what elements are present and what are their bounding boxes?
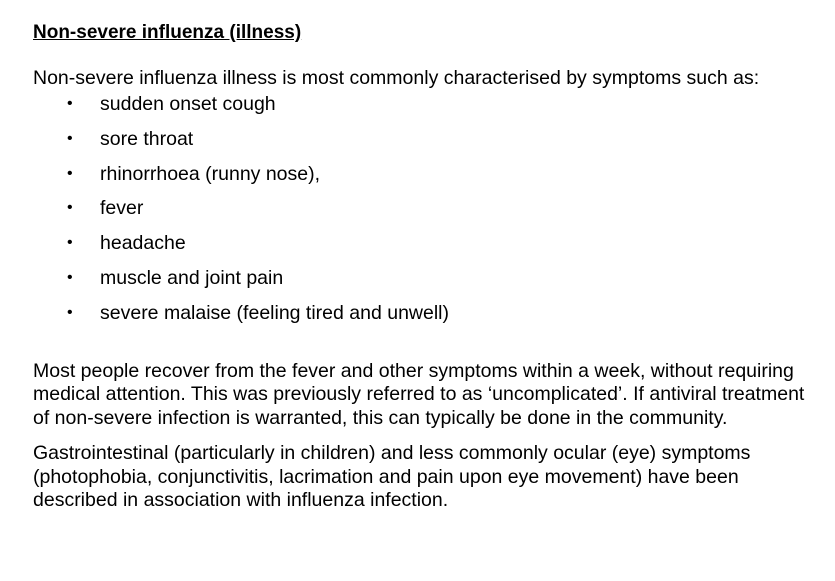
intro-paragraph: Non-severe influenza illness is most commonly characterised by symptoms such as: xyxy=(33,67,760,89)
list-item-text: headache xyxy=(100,232,186,255)
list-item-text: sudden onset cough xyxy=(100,93,276,115)
list-item-text: severe malaise (feeling tired and unwell) xyxy=(100,301,450,324)
list-item-text: sore throat xyxy=(100,127,194,150)
list-item-text: muscle and joint pain xyxy=(100,266,284,289)
list-item-text: rhinorrhoea (runny nose), xyxy=(100,162,321,185)
list-item-text: fever xyxy=(100,197,144,220)
section-heading: Non-severe influenza (illness) xyxy=(33,22,302,43)
bullet-icon: • xyxy=(67,199,73,217)
list-item xyxy=(33,266,815,290)
bullet-icon: • xyxy=(67,95,73,112)
list-item xyxy=(33,301,815,325)
bullet-icon: • xyxy=(67,303,73,321)
list-item xyxy=(33,162,815,186)
symptom-list xyxy=(33,92,815,325)
list-item xyxy=(33,196,815,220)
list-item xyxy=(33,127,815,151)
bullet-icon: • xyxy=(67,129,73,147)
list-item xyxy=(33,231,815,255)
bullet-icon: • xyxy=(67,234,73,252)
bullet-icon: • xyxy=(67,164,73,182)
bullet-icon: • xyxy=(67,268,73,286)
list-item xyxy=(33,92,815,116)
recovery-paragraph: Most people recover from the fever and other symptoms within a week, without requiring medical attention. This was previously referred to as ‘uncomplicated’. If antiviral treatment of non-severe infection is warranted, this can typically be done in the community. xyxy=(33,359,805,429)
other-symptoms-paragraph: Gastrointestinal (particularly in children) and less commonly ocular (eye) symptoms (photophobia, conjunctivitis, lacrimation and pain upon eye movement) have been described in association with influenza infection. xyxy=(33,442,751,512)
